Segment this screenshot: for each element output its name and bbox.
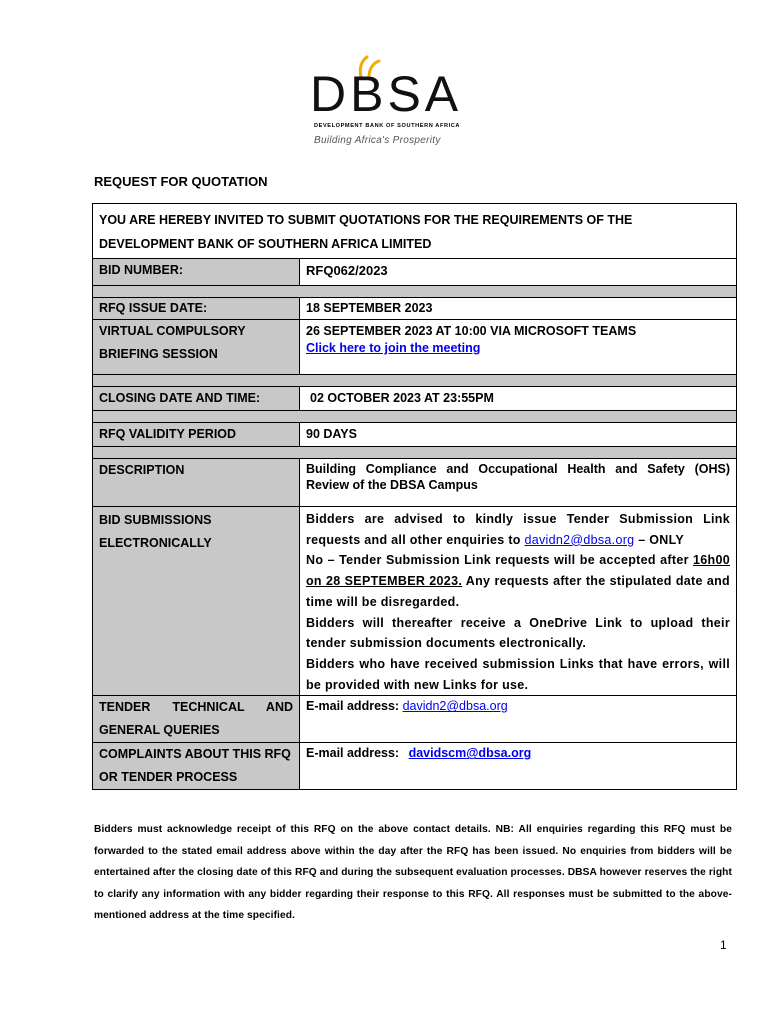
spacer-row — [93, 286, 737, 298]
briefing-row — [93, 320, 737, 375]
technical-email-link[interactable]: davidn2@dbsa.org — [402, 699, 508, 714]
intro-row — [93, 204, 737, 259]
validity-value: 90 DAYS — [300, 423, 737, 447]
closing-value: 02 OCTOBER 2023 AT 23:55PM — [300, 387, 737, 411]
logo-tagline: Building Africa's Prosperity — [314, 135, 441, 146]
spacer-row — [93, 375, 737, 387]
submission-paragraph-3: Bidders will thereafter receive a OneDrive Link to upload their tender submission documents electronically. — [306, 615, 730, 651]
briefing-label: VIRTUAL COMPULSORY BRIEFING SESSION — [93, 320, 300, 375]
issue-date-value: 18 SEPTEMBER 2023 — [300, 298, 737, 320]
dbsa-logo — [310, 55, 485, 155]
only-note: – ONLY — [634, 532, 684, 547]
technical-queries-row — [93, 696, 737, 743]
bid-submissions-text — [300, 507, 737, 696]
davidn2-email-link[interactable]: davidn2@dbsa.org — [524, 532, 635, 547]
submission-paragraph-2: No – Tender Submission Link requests will be accepted after — [306, 553, 689, 568]
complaints-email-prefix: E-mail address: — [306, 746, 400, 761]
complaints-email-link[interactable]: davidscm@dbsa.org — [408, 746, 532, 761]
briefing-cell — [300, 320, 737, 375]
submission-paragraph-2-end: Any requests after the stipulated date and time will be disregarded. — [306, 574, 730, 609]
closing-row — [93, 387, 737, 411]
bid-submissions-row — [93, 507, 737, 696]
issue-date-label: RFQ ISSUE DATE: — [93, 298, 300, 320]
bid-number-label: BID NUMBER: — [93, 259, 300, 286]
logo-full-name: DEVELOPMENT BANK OF SOUTHERN AFRICA — [314, 123, 461, 129]
submission-deadline: 16h00 on 28 SEPTEMBER 2023. — [306, 553, 730, 589]
join-meeting-link[interactable]: Click here to join the meeting — [306, 341, 481, 355]
complaints-label: COMPLAINTS ABOUT THIS RFQ OR TENDER PROCESS — [93, 743, 300, 790]
logo-letters: DBSA — [310, 66, 463, 122]
validity-row — [93, 423, 737, 447]
bid-number-value: RFQ062/2023 — [300, 259, 737, 286]
bid-submissions-label: BID SUBMISSIONS ELECTRONICALLY — [93, 507, 300, 696]
intro-text: YOU ARE HEREBY INVITED TO SUBMIT QUOTATIONS FOR THE REQUIREMENTS OF THE DEVELOPMENT BANK OF SOUTHERN AFRICA LIMITED — [93, 204, 737, 259]
complaints-row — [93, 743, 737, 790]
description-label: DESCRIPTION — [93, 459, 300, 507]
closing-label: CLOSING DATE AND TIME: — [93, 387, 300, 411]
spacer-row — [93, 411, 737, 423]
description-value: Building Compliance and Occupational Health and Safety (OHS) Review of the DBSA Campus — [300, 459, 737, 507]
complaints-cell — [300, 743, 737, 790]
notice-paragraph: Bidders must acknowledge receipt of this RFQ on the above contact details. NB: All enquiries regarding this RFQ must be forwarded to the stated email address above within the day after the RFQ has been issued. No enquiries from bidders will be entertained after the closing date of this RFQ and during the subsequent evaluation processes. DBSA however reserves the right to clarify any information with any bidder regarding their response to this RFQ. All responses must be submitted to the above-mentioned address at the time specified. — [94, 824, 732, 921]
issue-date-row — [93, 298, 737, 320]
description-row — [93, 459, 737, 507]
submission-paragraph-1: Bidders are advised to kindly issue Tender Submission Link requests and all other enquiries to — [306, 512, 730, 547]
page-number: 1 — [720, 938, 727, 952]
briefing-value: 26 SEPTEMBER 2023 AT 10:00 VIA MICROSOFT TEAMS — [306, 324, 637, 338]
technical-queries-cell — [300, 696, 737, 743]
page-title: REQUEST FOR QUOTATION — [94, 174, 268, 189]
submission-paragraph-4: Bidders who have received submission Links that have errors, will be provided with new Links for use. — [306, 656, 730, 692]
validity-label: RFQ VALIDITY PERIOD — [93, 423, 300, 447]
technical-queries-label: TENDER TECHNICAL AND GENERAL QUERIES — [93, 696, 300, 743]
spacer-row — [93, 447, 737, 459]
technical-email-prefix: E-mail address: — [306, 699, 400, 714]
bid-number-row — [93, 259, 737, 286]
rfq-details-table — [92, 203, 737, 790]
